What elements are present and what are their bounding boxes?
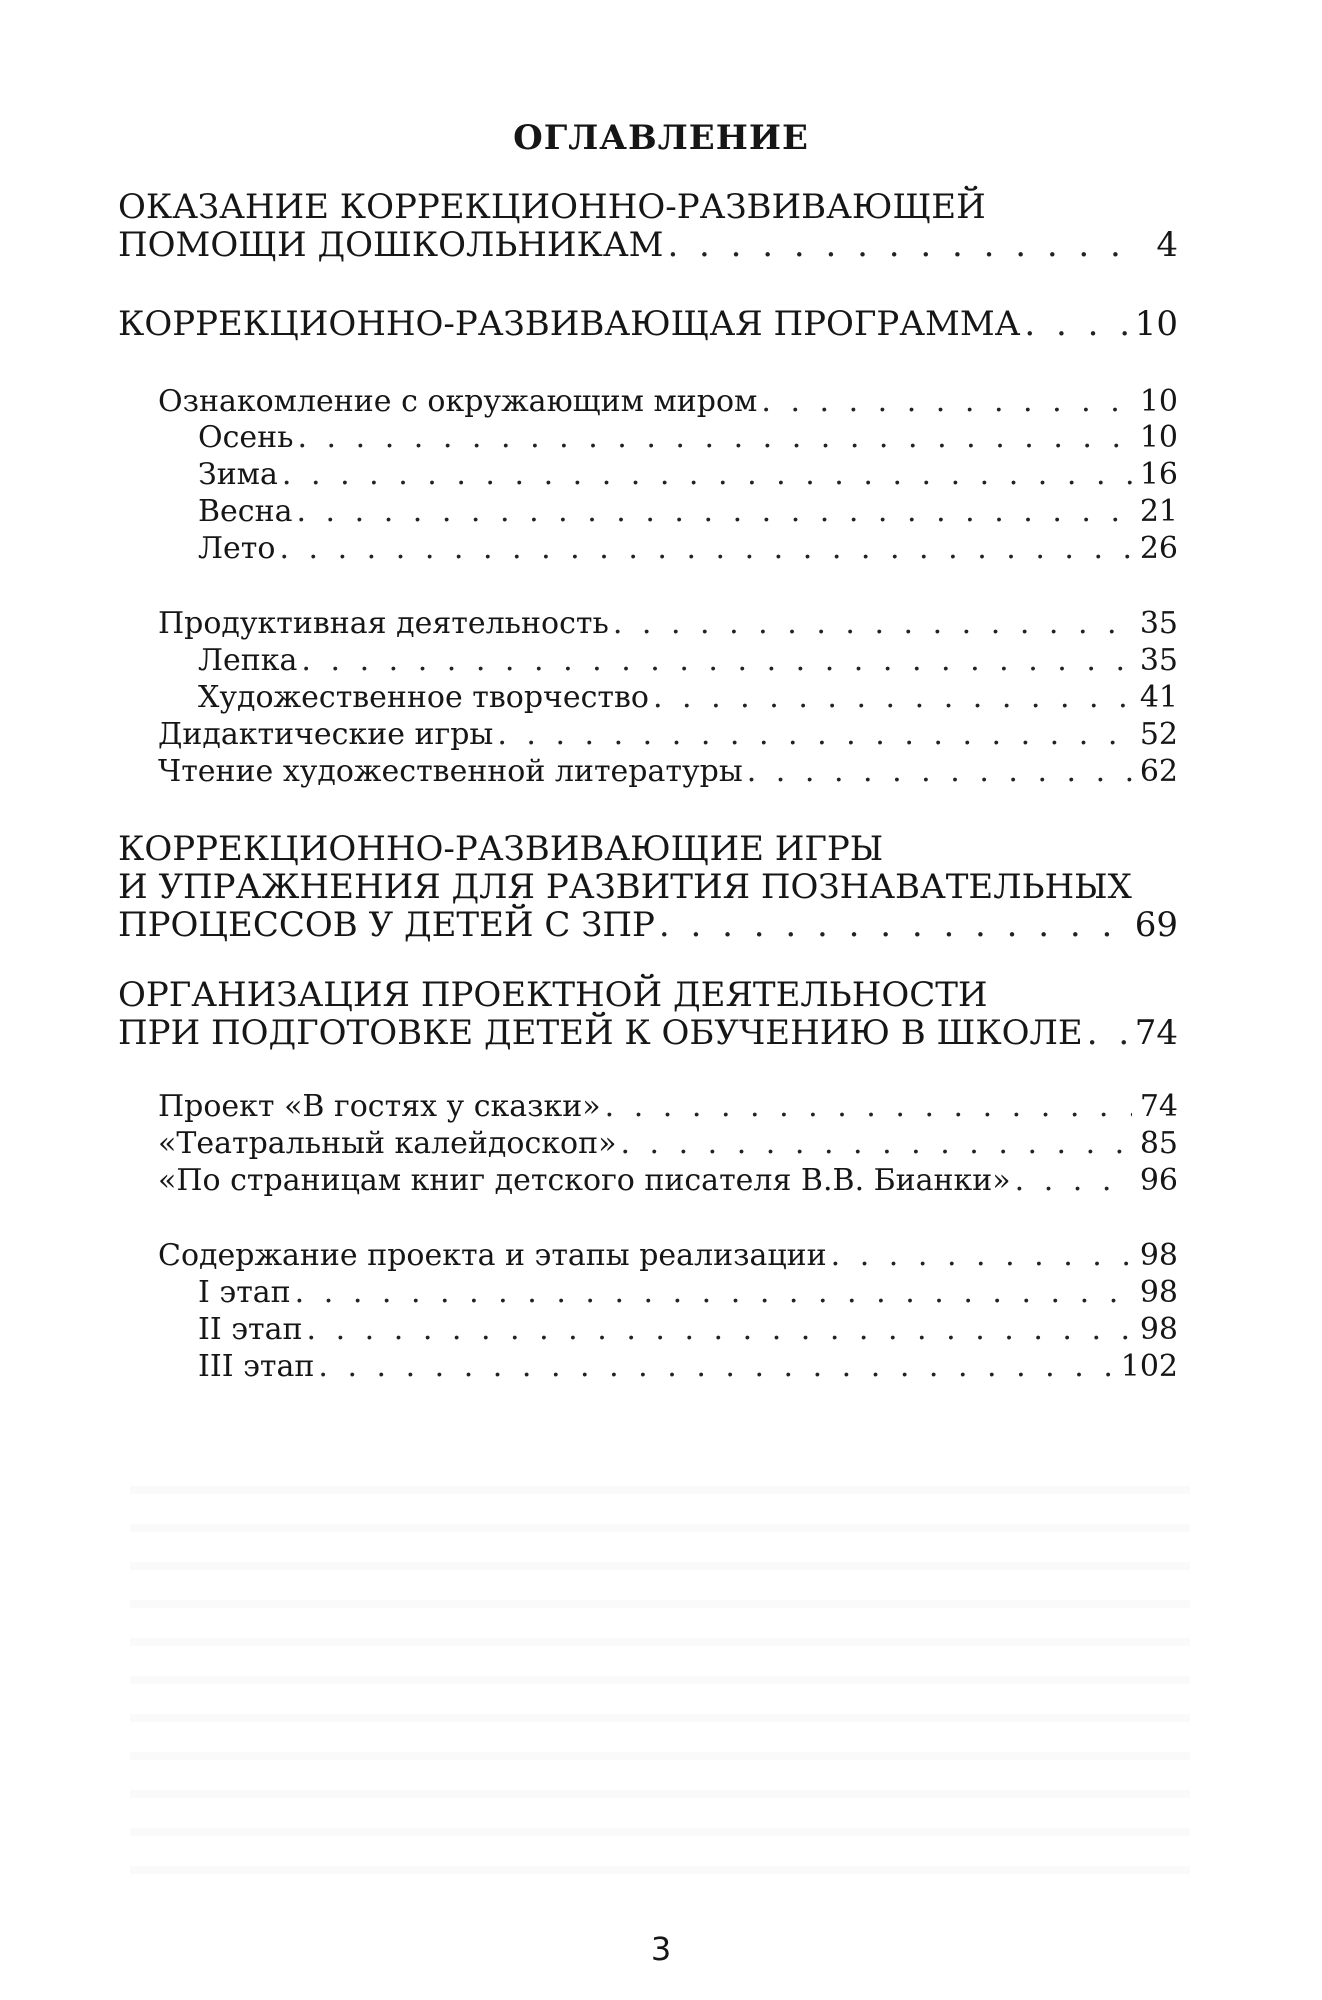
toc-entry[interactable]	[198, 1312, 1178, 1347]
toc-section	[118, 188, 1178, 264]
dot-leader	[293, 420, 1132, 455]
section-heading-line: ПРОЦЕССОВ У ДЕТЕЙ С ЗПР	[118, 905, 655, 945]
page-ref: 4	[1156, 225, 1178, 265]
toc-entry[interactable]	[198, 1349, 1178, 1384]
toc-entry[interactable]	[158, 717, 1178, 752]
dot-leader	[663, 226, 1132, 264]
page-ref: 98	[1139, 1312, 1178, 1347]
section-heading-line: ПОМОЩИ ДОШКОЛЬНИКАМ	[118, 225, 664, 265]
toc-entry[interactable]	[158, 1163, 1178, 1198]
toc-entry[interactable]	[158, 1126, 1178, 1161]
toc-entry[interactable]	[198, 494, 1178, 529]
entry-title: Лето	[198, 531, 276, 566]
dot-leader	[291, 1275, 1132, 1310]
section-heading-line: КОРРЕКЦИОННО-РАЗВИВАЮЩАЯ ПРОГРАММА	[118, 304, 1021, 344]
page-ref: 10	[1134, 304, 1178, 344]
entry-title: Осень	[198, 420, 294, 455]
toc-entry[interactable]	[198, 643, 1178, 678]
entry-title: Продуктивная деятельность	[158, 606, 609, 641]
page-ref: 35	[1139, 643, 1178, 678]
page-ref: 41	[1139, 680, 1178, 715]
entry-title: Художественное творчество	[198, 680, 649, 715]
entry-title: «По страницам книг детского писателя В.В. Бианки»	[158, 1163, 1011, 1198]
page-ref: 102	[1120, 1349, 1178, 1384]
page-ref: 35	[1139, 606, 1178, 641]
section-heading-line: КОРРЕКЦИОННО-РАЗВИВАЮЩИЕ ИГРЫ	[118, 829, 884, 869]
toc-entry[interactable]	[158, 384, 1178, 419]
dot-leader	[1083, 1014, 1132, 1052]
toc-entry[interactable]	[158, 606, 1178, 641]
entry-title: Чтение художественной литературы	[158, 754, 743, 789]
toc-entry[interactable]	[118, 906, 1178, 944]
dot-leader	[297, 643, 1132, 678]
entry-title: Проект «В гостях у сказки»	[158, 1089, 601, 1124]
toc-entry[interactable]	[118, 226, 1178, 264]
toc-entry[interactable]	[118, 1014, 1178, 1052]
dot-leader	[1011, 1163, 1132, 1198]
bleed-through-text	[130, 1460, 1190, 1890]
toc-entry[interactable]	[198, 680, 1178, 715]
dot-leader	[743, 754, 1132, 789]
page-ref: 85	[1139, 1126, 1178, 1161]
dot-leader	[757, 384, 1132, 419]
dot-leader	[655, 906, 1132, 944]
page-ref: 69	[1134, 905, 1178, 945]
page-ref: 10	[1139, 420, 1178, 455]
page-ref: 98	[1139, 1238, 1178, 1273]
dot-leader	[303, 1312, 1132, 1347]
entry-title: «Театральный калейдоскоп»	[158, 1126, 617, 1161]
entry-title: Весна	[198, 494, 293, 529]
entry-title: Лепка	[198, 643, 298, 678]
page-ref: 26	[1139, 531, 1178, 566]
section-heading-line: ОРГАНИЗАЦИЯ ПРОЕКТНОЙ ДЕЯТЕЛЬНОСТИ	[118, 975, 988, 1015]
page-ref: 74	[1134, 1013, 1178, 1053]
dot-leader	[292, 494, 1132, 529]
page-ref: 16	[1139, 457, 1178, 492]
dot-leader	[314, 1349, 1120, 1384]
toc-entry[interactable]	[158, 754, 1178, 789]
page-ref: 98	[1139, 1275, 1178, 1310]
dot-leader	[1020, 305, 1132, 343]
dot-leader	[278, 457, 1132, 492]
toc-entry[interactable]	[198, 420, 1178, 455]
dot-leader	[649, 680, 1132, 715]
entry-title: I этап	[198, 1275, 291, 1310]
page-ref: 96	[1139, 1163, 1178, 1198]
entry-title: II этап	[198, 1312, 303, 1347]
dot-leader	[827, 1238, 1132, 1273]
dot-leader	[616, 1126, 1132, 1161]
page-ref: 10	[1139, 384, 1178, 419]
page-number: 3	[650, 1930, 672, 1968]
toc-section	[118, 830, 1178, 944]
page-ref: 74	[1139, 1089, 1178, 1124]
toc-entry[interactable]	[198, 1275, 1178, 1310]
toc-entry[interactable]	[198, 457, 1178, 492]
toc-entry[interactable]	[158, 1238, 1178, 1273]
dot-leader	[493, 717, 1132, 752]
toc-entry[interactable]	[118, 305, 1178, 343]
page-ref: 21	[1139, 494, 1178, 529]
toc-entry[interactable]	[198, 531, 1178, 566]
section-heading-line: ОКАЗАНИЕ КОРРЕКЦИОННО-РАЗВИВАЮЩЕЙ	[118, 187, 986, 227]
section-heading-line: И УПРАЖНЕНИЯ ДЛЯ РАЗВИТИЯ ПОЗНАВАТЕЛЬНЫХ	[118, 867, 1132, 907]
page-ref: 52	[1139, 717, 1178, 752]
entry-title: III этап	[198, 1349, 315, 1384]
toc-section	[118, 976, 1178, 1052]
entry-title: Дидактические игры	[158, 717, 494, 752]
dot-leader	[609, 606, 1132, 641]
toc-section	[118, 305, 1178, 343]
entry-title: Ознакомление с окружающим миром	[158, 384, 758, 419]
section-heading-line: ПРИ ПОДГОТОВКЕ ДЕТЕЙ К ОБУЧЕНИЮ В ШКОЛЕ	[118, 1013, 1083, 1053]
page-ref: 62	[1139, 754, 1178, 789]
dot-leader	[601, 1089, 1132, 1124]
toc-entry[interactable]	[158, 1089, 1178, 1124]
entry-title: Зима	[198, 457, 278, 492]
page-title: ОГЛАВЛЕНИЕ	[513, 118, 809, 158]
entry-title: Содержание проекта и этапы реализации	[158, 1238, 827, 1273]
dot-leader	[275, 531, 1132, 566]
